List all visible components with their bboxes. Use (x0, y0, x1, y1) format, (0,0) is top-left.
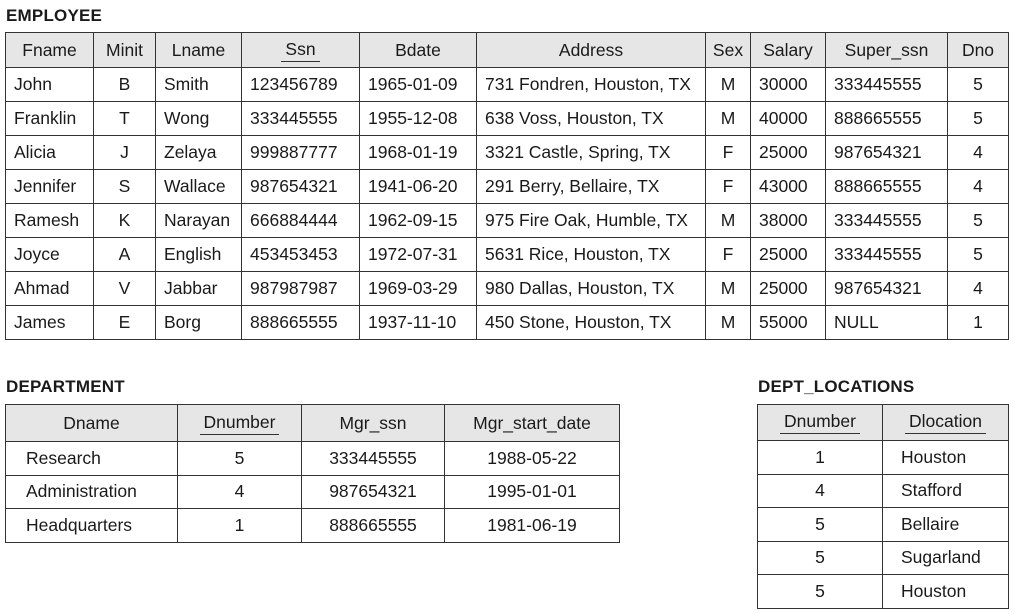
department-header-row (6, 405, 620, 442)
table-cell: 1 (948, 306, 1009, 340)
table-cell: F (706, 136, 751, 170)
table-cell: Alicia (6, 136, 94, 170)
column-header-mgr-ssn: Mgr_ssn (302, 405, 445, 442)
table-row (6, 204, 1009, 238)
table-cell: V (94, 272, 156, 306)
table-cell: 3321 Castle, Spring, TX (477, 136, 706, 170)
table-cell: Houston (883, 441, 1009, 475)
table-cell: 38000 (751, 204, 826, 238)
table-cell: 291 Berry, Bellaire, TX (477, 170, 706, 204)
table-row (758, 575, 1009, 609)
table-row (758, 508, 1009, 542)
column-header-super-ssn: Super_ssn (826, 33, 948, 68)
table-cell: Jennifer (6, 170, 94, 204)
table-cell: 5 (758, 508, 883, 542)
department-table (5, 404, 620, 543)
column-header-address: Address (477, 33, 706, 68)
table-cell: 123456789 (242, 68, 360, 102)
table-cell: 1995-01-01 (445, 475, 620, 509)
table-cell: 25000 (751, 136, 826, 170)
table-cell: 1988-05-22 (445, 442, 620, 476)
table-cell: 30000 (751, 68, 826, 102)
table-cell: 333445555 (826, 204, 948, 238)
table-row (6, 442, 620, 476)
table-cell: S (94, 170, 156, 204)
table-cell: 25000 (751, 272, 826, 306)
primary-key-label: Dnumber (200, 412, 280, 435)
table-cell: Wallace (156, 170, 242, 204)
table-cell: 333445555 (826, 238, 948, 272)
employee-header-row (6, 33, 1009, 68)
column-header-salary: Salary (751, 33, 826, 68)
table-cell: M (706, 102, 751, 136)
table-cell: K (94, 204, 156, 238)
table-cell: J (94, 136, 156, 170)
column-header-ssn (242, 33, 360, 68)
primary-key-label: Ssn (281, 39, 319, 62)
table-cell: James (6, 306, 94, 340)
table-cell: M (706, 68, 751, 102)
table-cell: 1955-12-08 (360, 102, 477, 136)
table-cell: 5 (948, 102, 1009, 136)
table-cell: 980 Dallas, Houston, TX (477, 272, 706, 306)
primary-key-label: Dlocation (905, 411, 986, 434)
employee-title: EMPLOYEE (6, 6, 103, 25)
table-cell: 333445555 (302, 442, 445, 476)
dept-locations-header-row (758, 405, 1009, 441)
table-cell: 1968-01-19 (360, 136, 477, 170)
employee-table (5, 32, 1009, 340)
table-cell: 987654321 (302, 475, 445, 509)
table-cell: Bellaire (883, 508, 1009, 542)
table-cell: 453453453 (242, 238, 360, 272)
column-header-sex: Sex (706, 33, 751, 68)
table-cell: 333445555 (826, 68, 948, 102)
table-cell: 1969-03-29 (360, 272, 477, 306)
table-cell: 5 (948, 204, 1009, 238)
table-cell: E (94, 306, 156, 340)
table-cell: 666884444 (242, 204, 360, 238)
table-row (6, 170, 1009, 204)
table-cell: F (706, 238, 751, 272)
table-cell: NULL (826, 306, 948, 340)
table-cell: Sugarland (883, 541, 1009, 575)
column-header-minit: Minit (94, 33, 156, 68)
dept-locations-title: DEPT_LOCATIONS (758, 377, 915, 396)
table-row (6, 272, 1009, 306)
column-header-dname: Dname (6, 405, 178, 442)
table-cell: 1962-09-15 (360, 204, 477, 238)
column-header-fname: Fname (6, 33, 94, 68)
table-cell: 5 (948, 238, 1009, 272)
table-cell: M (706, 306, 751, 340)
table-row (6, 509, 620, 543)
table-cell: T (94, 102, 156, 136)
table-cell: John (6, 68, 94, 102)
table-cell: 5 (758, 541, 883, 575)
table-cell: Headquarters (6, 509, 178, 543)
table-cell: Zelaya (156, 136, 242, 170)
table-cell: B (94, 68, 156, 102)
table-cell: 987654321 (242, 170, 360, 204)
table-cell: 888665555 (242, 306, 360, 340)
table-cell: M (706, 204, 751, 238)
table-cell: 987987987 (242, 272, 360, 306)
table-cell: 731 Fondren, Houston, TX (477, 68, 706, 102)
primary-key-label: Dnumber (780, 411, 860, 434)
table-row (6, 238, 1009, 272)
table-cell: 1937-11-10 (360, 306, 477, 340)
table-cell: 1972-07-31 (360, 238, 477, 272)
table-cell: 888665555 (826, 170, 948, 204)
table-cell: Borg (156, 306, 242, 340)
column-header-dno: Dno (948, 33, 1009, 68)
table-cell: Joyce (6, 238, 94, 272)
dept-locations-table (757, 404, 1009, 609)
table-cell: 333445555 (242, 102, 360, 136)
table-cell: 40000 (751, 102, 826, 136)
table-cell: 5631 Rice, Houston, TX (477, 238, 706, 272)
table-cell: F (706, 170, 751, 204)
column-header-mgr-start-date: Mgr_start_date (445, 405, 620, 442)
table-row (758, 541, 1009, 575)
table-cell: 4 (948, 136, 1009, 170)
table-cell: 888665555 (826, 102, 948, 136)
table-cell: Ramesh (6, 204, 94, 238)
table-cell: Research (6, 442, 178, 476)
table-cell: 4 (758, 474, 883, 508)
table-cell: 1941-06-20 (360, 170, 477, 204)
department-title: DEPARTMENT (6, 377, 125, 396)
table-cell: 450 Stone, Houston, TX (477, 306, 706, 340)
table-cell: 4 (948, 170, 1009, 204)
table-cell: 1981-06-19 (445, 509, 620, 543)
table-cell: 5 (758, 575, 883, 609)
column-header-dnumber (178, 405, 302, 442)
table-cell: 5 (178, 442, 302, 476)
table-cell: 43000 (751, 170, 826, 204)
table-cell: 975 Fire Oak, Humble, TX (477, 204, 706, 238)
table-row (6, 102, 1009, 136)
table-cell: Ahmad (6, 272, 94, 306)
table-cell: 4 (178, 475, 302, 509)
table-cell: 55000 (751, 306, 826, 340)
table-cell: 1 (178, 509, 302, 543)
table-row (758, 474, 1009, 508)
table-row (6, 136, 1009, 170)
column-header-lname: Lname (156, 33, 242, 68)
table-cell: 25000 (751, 238, 826, 272)
table-cell: English (156, 238, 242, 272)
table-cell: Smith (156, 68, 242, 102)
table-row (6, 68, 1009, 102)
column-header-dlocation (883, 405, 1009, 441)
table-cell: Jabbar (156, 272, 242, 306)
table-cell: 638 Voss, Houston, TX (477, 102, 706, 136)
table-cell: Houston (883, 575, 1009, 609)
table-cell: 4 (948, 272, 1009, 306)
table-cell: Franklin (6, 102, 94, 136)
table-cell: 1 (758, 441, 883, 475)
table-cell: Wong (156, 102, 242, 136)
table-row (6, 475, 620, 509)
table-cell: 987654321 (826, 272, 948, 306)
table-cell: A (94, 238, 156, 272)
table-cell: Stafford (883, 474, 1009, 508)
table-cell: 5 (948, 68, 1009, 102)
table-cell: 987654321 (826, 136, 948, 170)
column-header-dnumber (758, 405, 883, 441)
table-cell: Administration (6, 475, 178, 509)
table-cell: 888665555 (302, 509, 445, 543)
table-row (758, 441, 1009, 475)
table-cell: M (706, 272, 751, 306)
column-header-bdate: Bdate (360, 33, 477, 68)
table-row (6, 306, 1009, 340)
table-cell: 1965-01-09 (360, 68, 477, 102)
table-cell: Narayan (156, 204, 242, 238)
table-cell: 999887777 (242, 136, 360, 170)
